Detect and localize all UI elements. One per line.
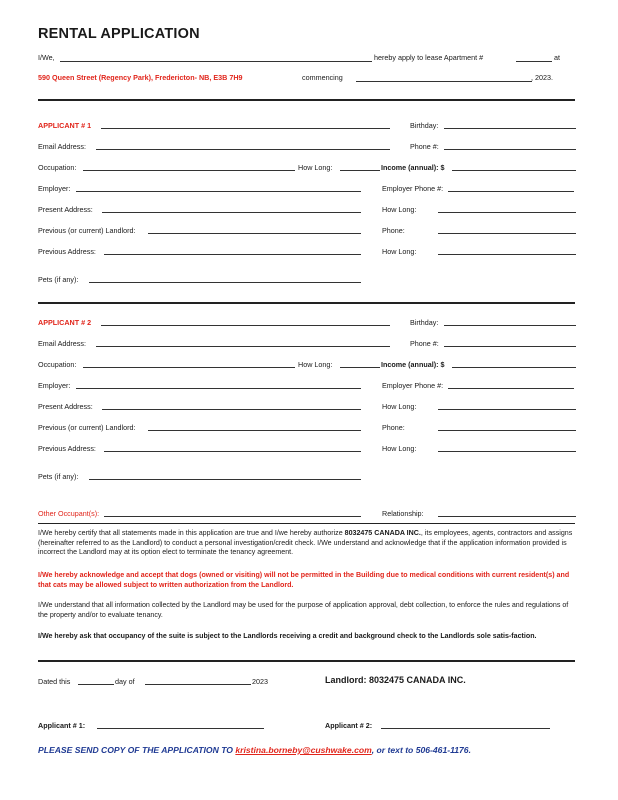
section-divider (38, 302, 575, 304)
year-label: , 2023. (531, 73, 553, 82)
applicant2-employer-phone-label: Employer Phone #: (382, 381, 444, 390)
apartment-label: hereby apply to lease Apartment # (374, 53, 484, 62)
applicant2-landlord-phone-field[interactable] (438, 430, 576, 431)
applicant2-income-label: Income (annual): $ (381, 360, 445, 369)
intro-iwe-label: I/We, (38, 53, 55, 62)
applicant2-heading: APPLICANT # 2 (38, 318, 92, 327)
applicant1-previous-address-field[interactable] (104, 254, 361, 255)
applicant2-birthday-label: Birthday: (410, 318, 439, 327)
section-divider (38, 99, 575, 101)
pet-policy-paragraph: I/We hereby acknowledge and accept that dogs (owned or visiting) will not be permitted in the Building due to medical conditions with current resident(s) and that cats may be allowed subject to written authorization from the Landlord. (38, 571, 570, 589)
page-title: RENTAL APPLICATION (38, 26, 200, 42)
applicant2-howlong-label: How Long: (298, 360, 333, 369)
applicant1-occupation-label: Occupation: (38, 163, 77, 172)
applicant1-landlord-label: Previous (or current) Landlord: (38, 226, 136, 235)
at-label: at (554, 53, 560, 62)
applicant1-signature-label: Applicant # 1: (38, 721, 86, 730)
applicant1-present-howlong-field[interactable] (438, 212, 576, 213)
day-of-label: day of (115, 677, 135, 686)
information-use-paragraph: I/We understand that all information collected by the Landlord may be used for the purpose of application approval, debt collection, to enforce the rules and regulations of the property and/or to evaluate tenancy. (38, 601, 569, 619)
applicant2-occupation-howlong-field[interactable] (340, 367, 380, 368)
applicant1-phone-label: Phone #: (410, 142, 439, 151)
other-occupants-field[interactable] (104, 516, 361, 517)
applicant2-pets-label: Pets (if any): (38, 472, 79, 481)
applicant1-employer-phone-field[interactable] (448, 191, 574, 192)
applicant2-signature-field[interactable] (381, 728, 550, 729)
applicant1-income-label: Income (annual): $ (381, 163, 445, 172)
section-divider (38, 660, 575, 662)
applicant1-income-field[interactable] (452, 170, 576, 171)
applicant2-income-field[interactable] (452, 367, 576, 368)
applicant1-landlord-phone-field[interactable] (438, 233, 576, 234)
applicant2-present-howlong-label: How Long: (382, 402, 417, 411)
applicant1-birthday-field[interactable] (444, 128, 576, 129)
applicant1-occupation-field[interactable] (83, 170, 295, 171)
applicant2-employer-field[interactable] (76, 388, 361, 389)
other-occupants-label: Other Occupant(s): (38, 509, 100, 518)
footer-instruction: PLEASE SEND COPY OF THE APPLICATION TO kristina.borneby@cushwake.com, or text to 506-461-1176. (38, 745, 471, 755)
dated-this-label: Dated this (38, 677, 71, 686)
occupancy-condition-paragraph: I/We hereby ask that occupancy of the suite is subject to the Landlords receiving a credit and background check to the Landlords sole satis-faction. (38, 632, 537, 640)
applicant2-phone-label: Phone #: (410, 339, 439, 348)
applicant1-landlord-phone-label: Phone: (382, 226, 405, 235)
applicant1-landlord-field[interactable] (148, 233, 361, 234)
applicant2-previous-howlong-field[interactable] (438, 451, 576, 452)
applicant2-landlord-phone-label: Phone: (382, 423, 405, 432)
applicant2-landlord-label: Previous (or current) Landlord: (38, 423, 136, 432)
applicant2-occupation-field[interactable] (83, 367, 295, 368)
relationship-label: Relationship: (382, 509, 424, 518)
applicant2-present-address-field[interactable] (102, 409, 361, 410)
applicant1-email-label: Email Address: (38, 142, 86, 151)
landlord-name: Landlord: 8032475 CANADA INC. (325, 675, 466, 685)
applicant1-employer-phone-label: Employer Phone #: (382, 184, 444, 193)
applicant-names-field[interactable] (60, 61, 372, 62)
relationship-field[interactable] (438, 516, 576, 517)
applicant1-previous-howlong-label: How Long: (382, 247, 417, 256)
applicant1-howlong-label: How Long: (298, 163, 333, 172)
applicant1-employer-label: Employer: (38, 184, 71, 193)
property-address: 590 Queen Street (Regency Park), Fredericton- NB, E3B 7H9 (38, 73, 243, 82)
applicant2-signature-label: Applicant # 2: (325, 721, 373, 730)
applicant2-email-label: Email Address: (38, 339, 86, 348)
applicant1-signature-field[interactable] (97, 728, 264, 729)
applicant2-phone-field[interactable] (444, 346, 576, 347)
commencing-date-field[interactable] (356, 81, 532, 82)
contact-email-link[interactable]: kristina.borneby@cushwake.com (235, 745, 372, 755)
applicant2-name-field[interactable] (101, 325, 390, 326)
commencing-label: commencing (302, 73, 343, 82)
applicant2-birthday-field[interactable] (444, 325, 576, 326)
applicant2-landlord-field[interactable] (148, 430, 361, 431)
applicant1-employer-field[interactable] (76, 191, 361, 192)
applicant1-present-address-field[interactable] (102, 212, 361, 213)
applicant1-present-howlong-label: How Long: (382, 205, 417, 214)
day-field[interactable] (78, 684, 114, 685)
applicant1-phone-field[interactable] (444, 149, 576, 150)
applicant1-pets-label: Pets (if any): (38, 275, 79, 284)
month-field[interactable] (145, 684, 251, 685)
signature-year: 2023 (252, 677, 268, 686)
apartment-number-field[interactable] (516, 61, 552, 62)
applicant1-name-field[interactable] (101, 128, 390, 129)
certification-paragraph: I/We hereby certify that all statements made in this application are true and I/we hereby authorize 8032475 CANADA INC., its employees, agents, contractors and assigns (hereinafter referred to as the Landlord) to conduct a personal investigation/credit check. I/We understand and acknowledge that if the application information provided is incorrect the Landlord may at its option elect to terminate the tenancy agreement. (38, 529, 573, 557)
applicant1-previous-address-label: Previous Address: (38, 247, 96, 256)
applicant2-previous-howlong-label: How Long: (382, 444, 417, 453)
applicant2-present-address-label: Present Address: (38, 402, 93, 411)
applicant1-present-address-label: Present Address: (38, 205, 93, 214)
applicant2-occupation-label: Occupation: (38, 360, 77, 369)
applicant2-employer-label: Employer: (38, 381, 71, 390)
applicant2-present-howlong-field[interactable] (438, 409, 576, 410)
applicant2-previous-address-field[interactable] (104, 451, 361, 452)
applicant1-birthday-label: Birthday: (410, 121, 439, 130)
applicant2-email-field[interactable] (96, 346, 390, 347)
applicant2-pets-field[interactable] (89, 479, 361, 480)
applicant1-email-field[interactable] (96, 149, 390, 150)
applicant1-pets-field[interactable] (89, 282, 361, 283)
applicant2-previous-address-label: Previous Address: (38, 444, 96, 453)
section-divider (38, 523, 575, 524)
applicant2-employer-phone-field[interactable] (448, 388, 574, 389)
applicant1-heading: APPLICANT # 1 (38, 121, 92, 130)
applicant1-previous-howlong-field[interactable] (438, 254, 576, 255)
applicant1-occupation-howlong-field[interactable] (340, 170, 380, 171)
